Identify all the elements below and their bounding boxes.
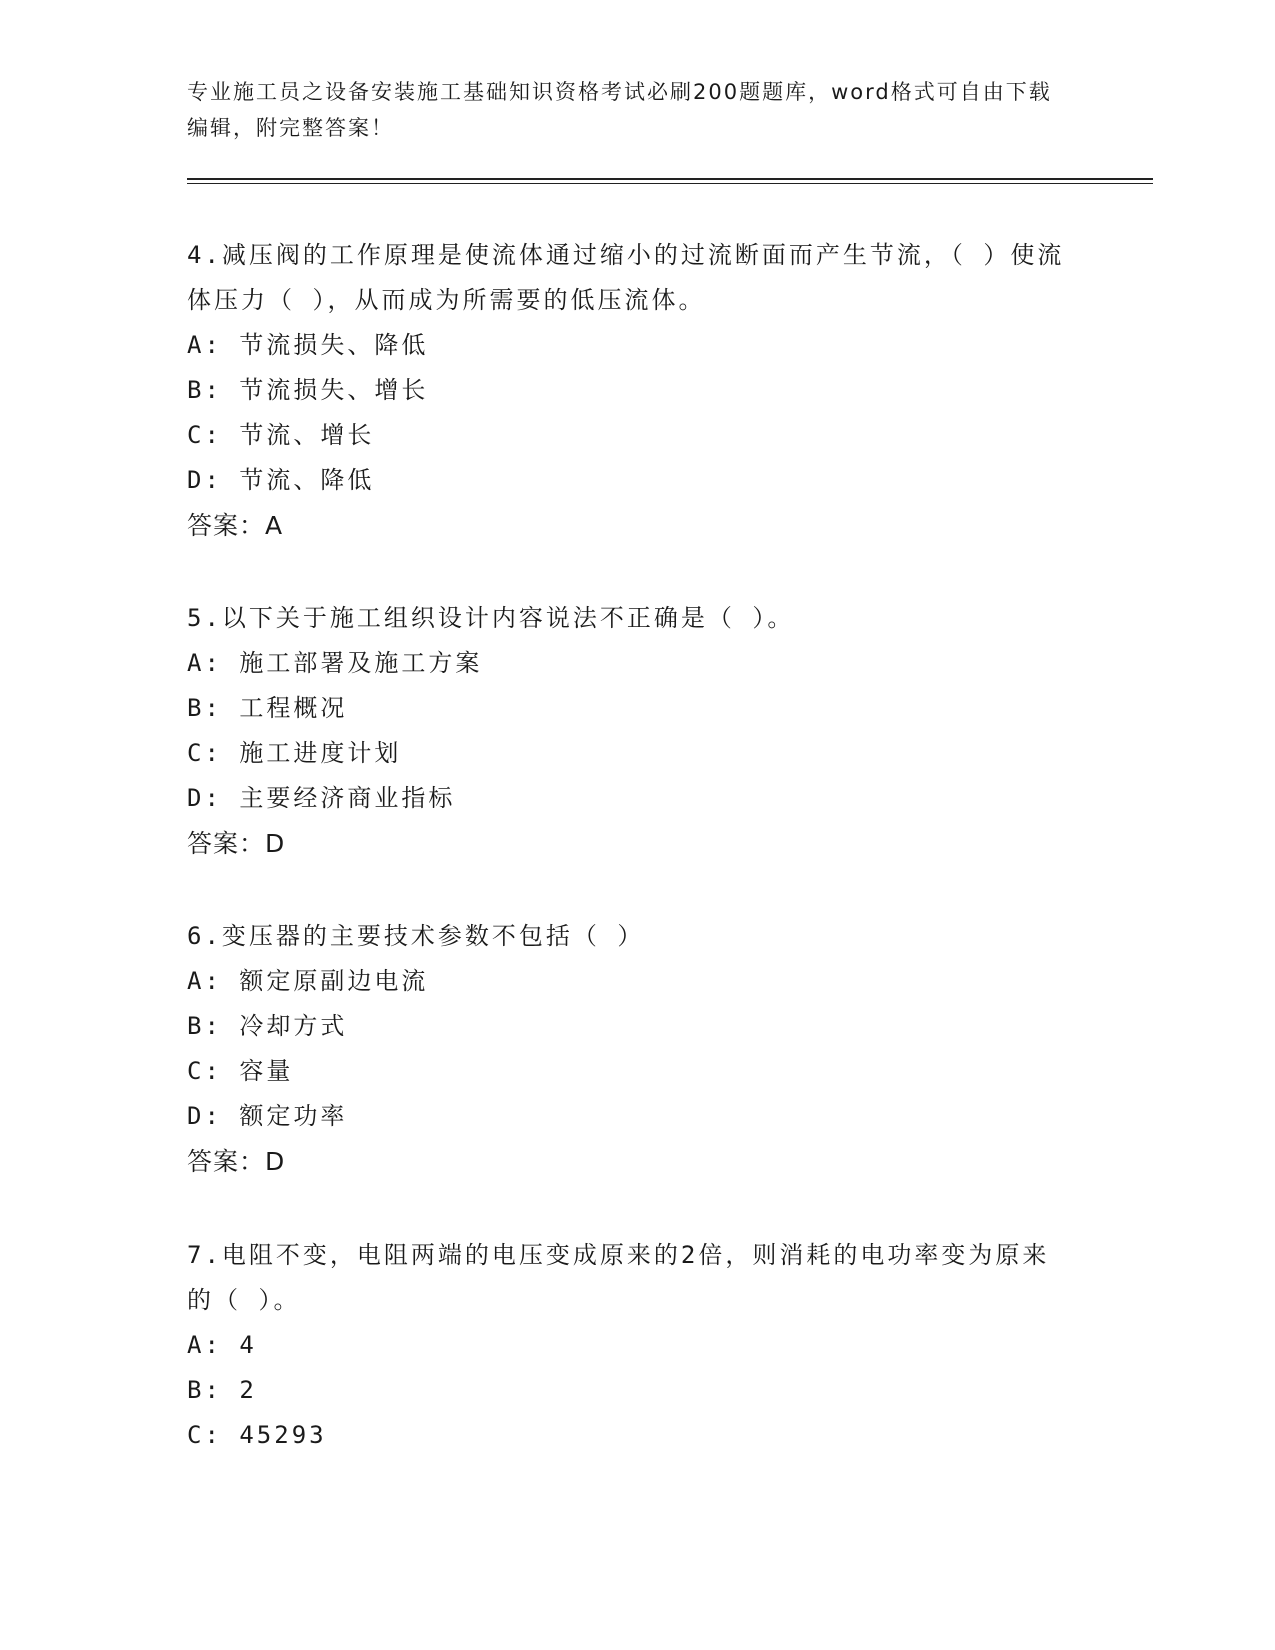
option-b: B: 2 <box>187 1376 257 1404</box>
option-b: B: 工程概况 <box>187 694 348 722</box>
option-b: B: 冷却方式 <box>187 1012 348 1040</box>
option-c: C: 节流、增长 <box>187 421 375 449</box>
question-stem: 4.减压阀的工作原理是使流体通过缩小的过流断面而产生节流，（ ）使流体压力（ ），从而成为所需要的低压流体。 <box>187 241 1065 314</box>
option-a: A: 节流损失、降低 <box>187 331 429 359</box>
option-b: B: 节流损失、增长 <box>187 376 429 404</box>
question-7 <box>187 1233 1067 1458</box>
question-stem: 7.电阻不变，电阻两端的电压变成原来的2倍，则消耗的电功率变为原来的（ ）。 <box>187 1241 1050 1314</box>
option-a: A: 施工部署及施工方案 <box>187 649 483 677</box>
option-d: D: 节流、降低 <box>187 466 375 494</box>
question-stem: 6.变压器的主要技术参数不包括（ ） <box>187 922 645 950</box>
option-a: A: 4 <box>187 1331 257 1359</box>
answer: 答案：D <box>187 1147 286 1176</box>
question-6 <box>187 914 1067 1184</box>
option-d: D: 主要经济商业指标 <box>187 784 456 812</box>
option-a: A: 额定原副边电流 <box>187 967 429 995</box>
option-d: D: 额定功率 <box>187 1102 348 1130</box>
document-header: 专业施工员之设备安装施工基础知识资格考试必刷200题题库，word格式可自由下载编辑，附完整答案！ <box>187 80 1052 140</box>
option-c: C: 容量 <box>187 1057 294 1085</box>
option-c: C: 45293 <box>187 1421 327 1449</box>
question-4 <box>187 233 1067 548</box>
header-divider-top <box>187 178 1153 180</box>
question-stem: 5.以下关于施工组织设计内容说法不正确是（ ）。 <box>187 604 795 632</box>
answer: 答案：A <box>187 511 284 540</box>
answer: 答案：D <box>187 829 286 858</box>
header-divider-bottom <box>187 183 1153 184</box>
question-5 <box>187 596 1067 866</box>
option-c: C: 施工进度计划 <box>187 739 402 767</box>
